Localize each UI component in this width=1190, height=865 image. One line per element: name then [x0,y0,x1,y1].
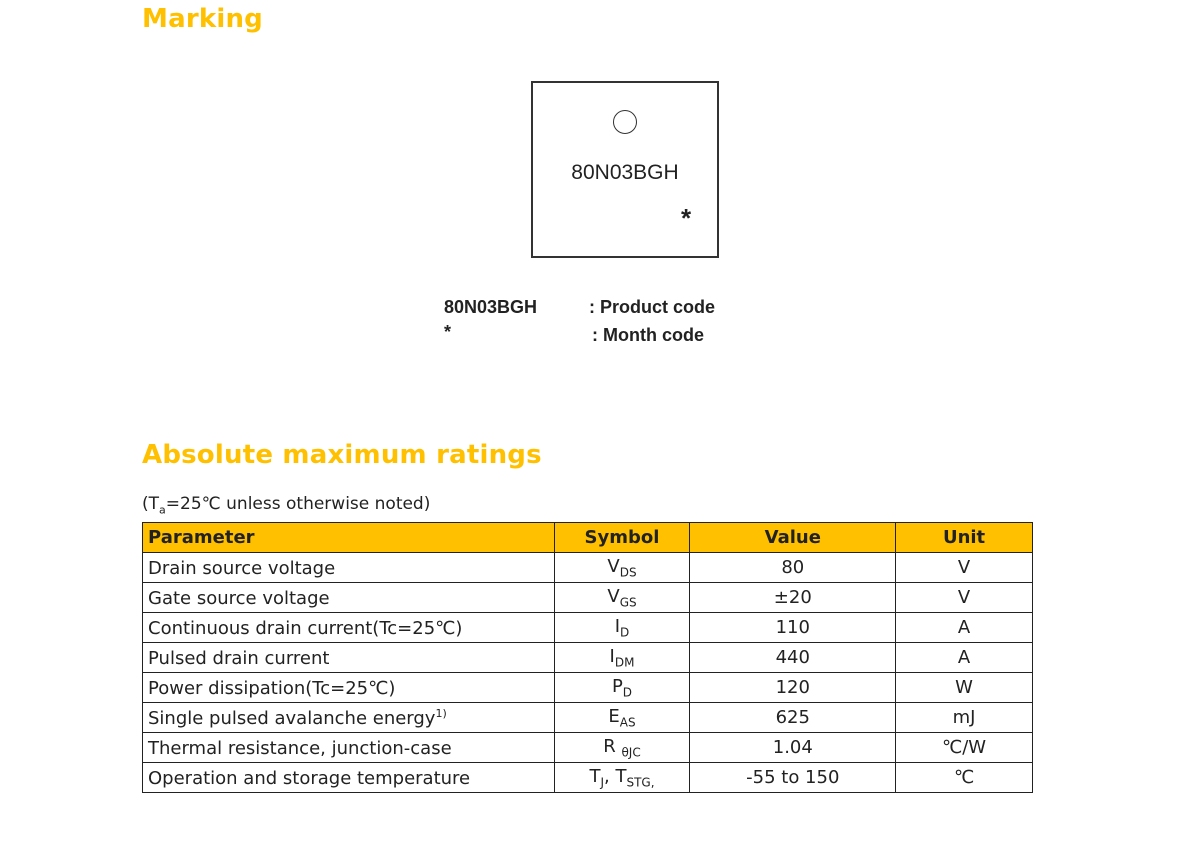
table-row [143,703,1033,733]
cell-unit: V [896,583,1033,613]
cell-value: ±20 [690,583,896,613]
table-row [143,553,1033,583]
cell-parameter: Power dissipation(Tc=25℃) [143,673,555,703]
cell-unit: ℃/W [896,733,1033,763]
col-header-unit: Unit [896,523,1033,553]
cell-value: 440 [690,643,896,673]
cell-parameter: Continuous drain current(Tc=25℃) [143,613,555,643]
pin1-circle-icon [613,110,637,134]
col-header-value: Value [690,523,896,553]
table-row [143,673,1033,703]
table-row [143,643,1033,673]
cell-parameter: Thermal resistance, junction-case [143,733,555,763]
cell-unit: A [896,643,1033,673]
ratings-heading: Absolute maximum ratings [142,440,542,470]
cell-parameter: Operation and storage temperature [143,763,555,793]
cell-parameter: Drain source voltage [143,553,555,583]
cell-symbol: $V_{DS}$ [554,553,690,583]
cell-symbol: $I_{DM}$ [554,643,690,673]
legend-product-key: 80N03BGH [444,297,538,317]
cell-value: -55 to 150 [690,763,896,793]
chip-month-star: * [681,203,692,233]
cell-unit: V [896,553,1033,583]
cell-unit: W [896,673,1033,703]
marking-heading: Marking [142,4,263,34]
cell-symbol: $T_J$, $T_{STG,}$ [554,763,690,793]
cell-value: 120 [690,673,896,703]
cell-unit: mJ [896,703,1033,733]
col-header-parameter: Parameter [143,523,555,553]
chip-marking-code: 80N03BGH [571,161,679,184]
cell-value: 625 [690,703,896,733]
cell-parameter: Single pulsed avalanche energy$^{1)}$ [143,703,555,733]
cell-symbol: $P_D$ [554,673,690,703]
legend-month-key: * [444,322,452,342]
table-row [143,763,1033,793]
cell-value: 110 [690,613,896,643]
col-header-symbol: Symbol [554,523,690,553]
table-row [143,733,1033,763]
chip-package-diagram [531,81,719,258]
legend-month-value: : Month code [592,325,704,345]
cell-symbol: $V_{GS}$ [554,583,690,613]
cell-unit: ℃ [896,763,1033,793]
table-header-row [143,523,1033,553]
cell-parameter: Gate source voltage [143,583,555,613]
cell-symbol: R $_{\theta JC}$ [554,733,690,763]
cell-symbol: $I_D$ [554,613,690,643]
legend-product-value: : Product code [589,297,716,317]
ratings-condition: ($T_a=25℃$ unless otherwise noted) [142,494,431,517]
cell-unit: A [896,613,1033,643]
cell-value: 80 [690,553,896,583]
table-row [143,613,1033,643]
table-row [143,583,1033,613]
cell-value: 1.04 [690,733,896,763]
cell-symbol: $E_{AS}$ [554,703,690,733]
ratings-table [142,522,1033,793]
cell-parameter: Pulsed drain current [143,643,555,673]
